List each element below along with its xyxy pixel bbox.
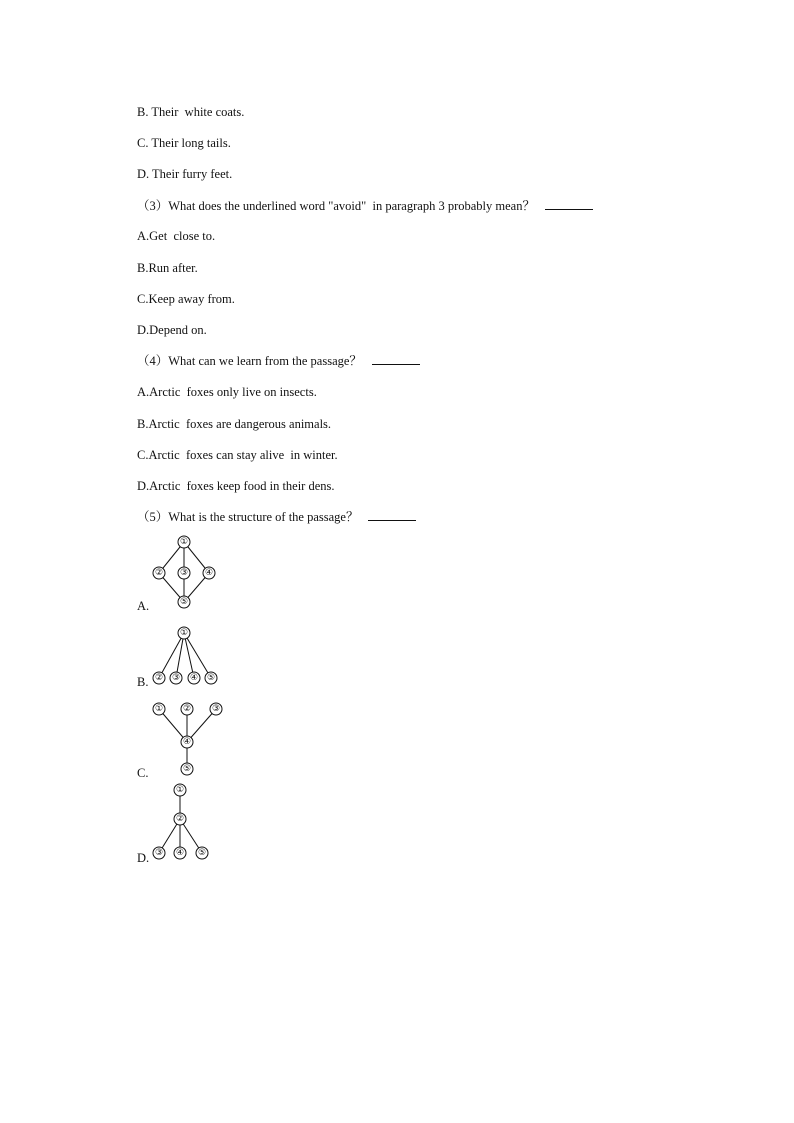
- q5-stem-text: （5）What is the structure of the passage？: [137, 510, 359, 524]
- node-5: [196, 847, 208, 859]
- svg-text:④: ④: [175, 848, 185, 858]
- q5-option-b-label: B.: [137, 675, 149, 689]
- svg-text:③: ③: [171, 673, 181, 683]
- svg-text:③: ③: [154, 848, 164, 858]
- node-4: [174, 847, 186, 859]
- node-2: [174, 813, 186, 825]
- q2-option-c: C. Their long tails.: [137, 136, 231, 150]
- q5-option-c-label: C.: [137, 766, 149, 780]
- svg-text:④: ④: [189, 673, 199, 683]
- node-3: [153, 847, 165, 859]
- svg-text:⑤: ⑤: [182, 764, 192, 774]
- svg-text:①: ①: [154, 704, 164, 714]
- svg-text:⑤: ⑤: [179, 597, 189, 607]
- svg-text:③: ③: [179, 568, 189, 578]
- q4-option-d: D.Arctic foxes keep food in their dens.: [137, 479, 335, 493]
- q5-option-a-label: A.: [137, 599, 150, 613]
- svg-text:①: ①: [179, 537, 189, 547]
- q5-option-d-label: D.: [137, 851, 150, 865]
- q3-option-d: D.Depend on.: [137, 323, 207, 337]
- svg-text:①: ①: [175, 785, 185, 795]
- svg-text:②: ②: [182, 704, 192, 714]
- svg-text:③: ③: [211, 704, 221, 714]
- q4-stem-text: （4）What can we learn from the passage？: [137, 354, 362, 368]
- svg-text:⑤: ⑤: [206, 673, 216, 683]
- q2-option-d: D. Their furry feet.: [137, 167, 233, 181]
- q2-option-b: B. Their white coats.: [137, 105, 245, 119]
- svg-text:④: ④: [182, 737, 192, 747]
- svg-text:②: ②: [175, 814, 185, 824]
- node-1: [174, 784, 186, 796]
- svg-text:⑤: ⑤: [197, 848, 207, 858]
- q4-option-b: B.Arctic foxes are dangerous animals.: [137, 417, 332, 431]
- q3-option-a: A.Get close to.: [137, 229, 216, 243]
- svg-text:②: ②: [154, 568, 164, 578]
- q3-option-b: B.Run after.: [137, 261, 198, 275]
- q3-stem-text: （3）What does the underlined word "avoid" in paragraph 3 probably mean？: [137, 199, 535, 213]
- q4-option-c: C.Arctic foxes can stay alive in winter.: [137, 448, 338, 462]
- svg-text:②: ②: [154, 673, 164, 683]
- svg-text:①: ①: [179, 628, 189, 638]
- q3-option-c: C.Keep away from.: [137, 292, 235, 306]
- svg-text:④: ④: [204, 568, 214, 578]
- q4-option-a: A.Arctic foxes only live on insects.: [137, 385, 317, 399]
